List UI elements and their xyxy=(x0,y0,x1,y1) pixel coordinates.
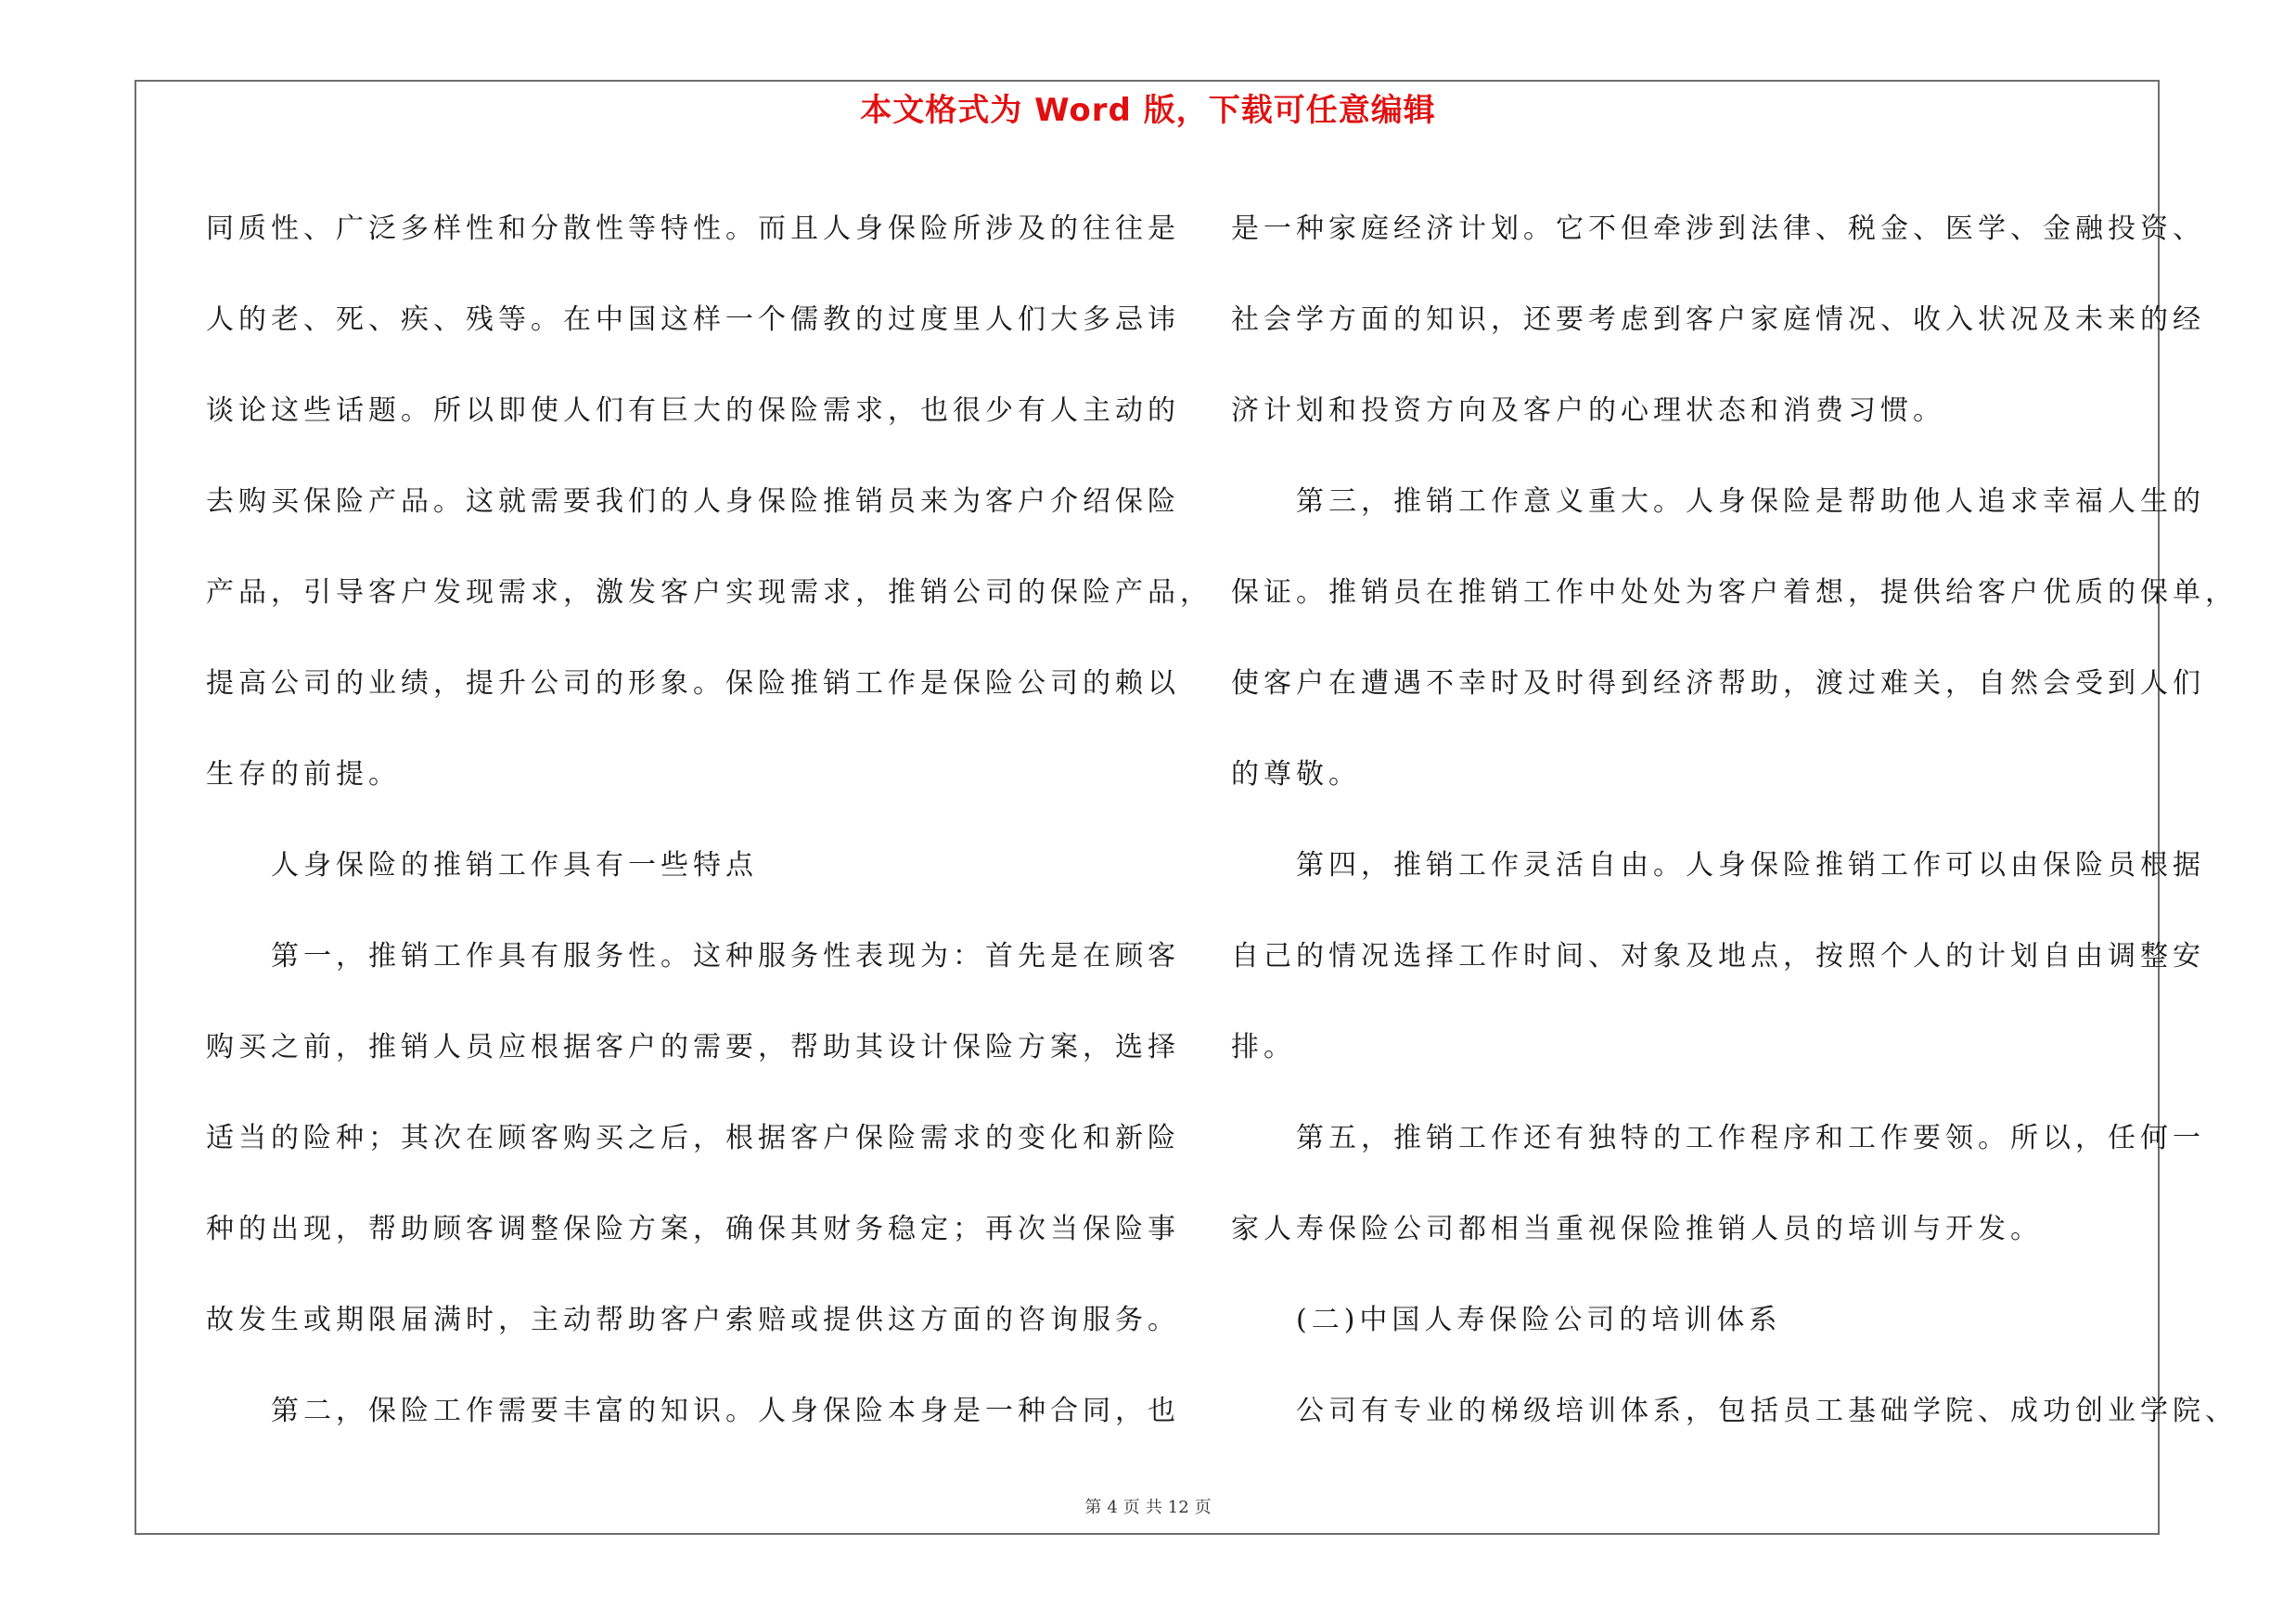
footer-prefix: 第 xyxy=(1084,1498,1102,1517)
text-line: 人的老、死、疾、残等。在中国这样一个儒教的过度里人们大多忌讳 xyxy=(206,303,1180,336)
text-line: 适当的险种；其次在顾客购买之后，根据客户保险需求的变化和新险 xyxy=(206,1122,1180,1154)
text-line: 保证。推销员在推销工作中处处为客户着想，提供给客户优质的保单， xyxy=(1231,576,2238,609)
text-line: 人身保险的推销工作具有一些特点 xyxy=(206,849,758,882)
text-line: 是一种家庭经济计划。它不但牵涉到法律、税金、医学、金融投资、 xyxy=(1231,213,2205,245)
footer-page-word: 页 xyxy=(1122,1498,1140,1517)
text-line: 谈论这些话题。所以即使人们有巨大的保险需求，也很少有人主动的 xyxy=(206,394,1180,427)
page-footer xyxy=(0,1494,2296,1522)
text-line: 去购买保险产品。这就需要我们的人身保险推销员来为客户介绍保险 xyxy=(206,485,1180,518)
text-line: 济计划和投资方向及客户的心理状态和消费习惯。 xyxy=(1231,394,1945,427)
text-line: 的尊敬。 xyxy=(1231,758,1361,791)
text-line: 排。 xyxy=(1231,1031,1296,1063)
text-line: 第三，推销工作意义重大。人身保险是帮助他人追求幸福人生的 xyxy=(1231,485,2205,518)
text-line: 第四，推销工作灵活自由。人身保险推销工作可以由保险员根据 xyxy=(1231,849,2205,882)
total-pages: 12 xyxy=(1167,1498,1189,1517)
text-line: (二)中国人寿保险公司的培训体系 xyxy=(1231,1304,1782,1336)
text-line: 社会学方面的知识，还要考虑到客户家庭情况、收入状况及未来的经 xyxy=(1231,303,2205,336)
text-line: 产品，引导客户发现需求，激发客户实现需求，推销公司的保险产品， xyxy=(206,576,1212,609)
text-line: 自己的情况选择工作时间、对象及地点，按照个人的计划自由调整安 xyxy=(1231,940,2205,973)
text-line: 提高公司的业绩，提升公司的形象。保险推销工作是保险公司的赖以 xyxy=(206,667,1180,700)
text-line: 第一，推销工作具有服务性。这种服务性表现为：首先是在顾客 xyxy=(206,940,1180,973)
text-line: 公司有专业的梯级培训体系，包括员工基础学院、成功创业学院、 xyxy=(1231,1395,2238,1427)
left-column xyxy=(206,184,1212,1457)
right-column xyxy=(1231,184,2238,1457)
text-line: 第五，推销工作还有独特的工作程序和工作要领。所以，任何一 xyxy=(1231,1122,2205,1154)
footer-suffix: 页 xyxy=(1194,1498,1212,1517)
text-line: 同质性、广泛多样性和分散性等特性。而且人身保险所涉及的往往是 xyxy=(206,213,1180,245)
page-number: 4 xyxy=(1107,1498,1118,1517)
text-line: 家人寿保险公司都相当重视保险推销人员的培训与开发。 xyxy=(1231,1213,2043,1245)
word-format-banner: 本文格式为 Word 版，下载可任意编辑 xyxy=(860,92,1436,129)
text-line: 使客户在遭遇不幸时及时得到经济帮助，渡过难关，自然会受到人们 xyxy=(1231,667,2205,700)
footer-total-word: 共 xyxy=(1145,1498,1162,1517)
text-line: 生存的前提。 xyxy=(206,758,401,791)
text-line: 第二，保险工作需要丰富的知识。人身保险本身是一种合同，也 xyxy=(206,1395,1180,1427)
text-line: 故发生或期限届满时，主动帮助客户索赔或提供这方面的咨询服务。 xyxy=(206,1304,1180,1336)
text-line: 购买之前，推销人员应根据客户的需要，帮助其设计保险方案，选择 xyxy=(206,1031,1180,1063)
text-line: 种的出现，帮助顾客调整保险方案，确保其财务稳定；再次当保险事 xyxy=(206,1213,1180,1245)
